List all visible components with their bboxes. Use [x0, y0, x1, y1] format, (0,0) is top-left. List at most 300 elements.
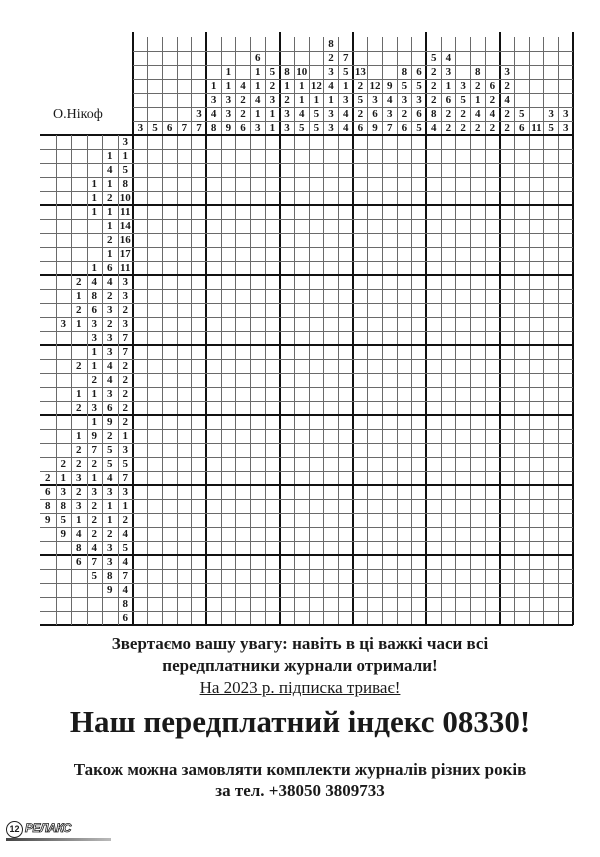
grid-cell[interactable]	[456, 163, 471, 177]
grid-cell[interactable]	[368, 583, 383, 597]
grid-cell[interactable]	[148, 415, 163, 429]
grid-cell[interactable]	[412, 275, 427, 289]
grid-cell[interactable]	[368, 233, 383, 247]
grid-cell[interactable]	[221, 233, 236, 247]
grid-cell[interactable]	[441, 597, 456, 611]
grid-cell[interactable]	[206, 219, 221, 233]
grid-cell[interactable]	[544, 443, 559, 457]
grid-cell[interactable]	[250, 205, 265, 219]
grid-cell[interactable]	[324, 471, 339, 485]
grid-cell[interactable]	[441, 513, 456, 527]
grid-cell[interactable]	[500, 177, 515, 191]
grid-cell[interactable]	[558, 373, 573, 387]
grid-cell[interactable]	[368, 289, 383, 303]
grid-cell[interactable]	[338, 219, 353, 233]
grid-cell[interactable]	[280, 597, 295, 611]
grid-cell[interactable]	[485, 289, 500, 303]
grid-cell[interactable]	[236, 443, 251, 457]
grid-cell[interactable]	[368, 331, 383, 345]
grid-cell[interactable]	[456, 303, 471, 317]
grid-cell[interactable]	[426, 149, 441, 163]
grid-cell[interactable]	[368, 555, 383, 569]
grid-cell[interactable]	[514, 401, 529, 415]
grid-cell[interactable]	[148, 177, 163, 191]
grid-cell[interactable]	[558, 471, 573, 485]
grid-cell[interactable]	[236, 471, 251, 485]
grid-cell[interactable]	[324, 373, 339, 387]
grid-cell[interactable]	[529, 317, 544, 331]
grid-cell[interactable]	[265, 205, 280, 219]
grid-cell[interactable]	[514, 163, 529, 177]
grid-cell[interactable]	[206, 177, 221, 191]
grid-cell[interactable]	[206, 135, 221, 149]
grid-cell[interactable]	[485, 177, 500, 191]
grid-cell[interactable]	[397, 583, 412, 597]
grid-cell[interactable]	[206, 611, 221, 625]
grid-cell[interactable]	[397, 499, 412, 513]
grid-cell[interactable]	[456, 135, 471, 149]
grid-cell[interactable]	[338, 261, 353, 275]
grid-cell[interactable]	[529, 233, 544, 247]
grid-cell[interactable]	[236, 401, 251, 415]
grid-cell[interactable]	[485, 219, 500, 233]
grid-cell[interactable]	[544, 359, 559, 373]
grid-cell[interactable]	[236, 163, 251, 177]
grid-cell[interactable]	[529, 583, 544, 597]
grid-cell[interactable]	[514, 135, 529, 149]
grid-cell[interactable]	[514, 373, 529, 387]
grid-cell[interactable]	[412, 443, 427, 457]
grid-cell[interactable]	[280, 359, 295, 373]
grid-cell[interactable]	[500, 359, 515, 373]
grid-cell[interactable]	[514, 597, 529, 611]
grid-cell[interactable]	[529, 541, 544, 555]
grid-cell[interactable]	[544, 429, 559, 443]
grid-cell[interactable]	[280, 527, 295, 541]
grid-cell[interactable]	[133, 499, 148, 513]
grid-cell[interactable]	[294, 401, 309, 415]
grid-cell[interactable]	[294, 261, 309, 275]
grid-cell[interactable]	[500, 499, 515, 513]
grid-cell[interactable]	[177, 527, 192, 541]
grid-cell[interactable]	[500, 205, 515, 219]
grid-cell[interactable]	[353, 191, 368, 205]
grid-cell[interactable]	[382, 233, 397, 247]
grid-cell[interactable]	[148, 499, 163, 513]
grid-cell[interactable]	[236, 247, 251, 261]
grid-cell[interactable]	[221, 387, 236, 401]
grid-cell[interactable]	[280, 205, 295, 219]
grid-cell[interactable]	[294, 513, 309, 527]
grid-cell[interactable]	[162, 569, 177, 583]
grid-cell[interactable]	[456, 569, 471, 583]
grid-cell[interactable]	[236, 541, 251, 555]
grid-cell[interactable]	[162, 443, 177, 457]
grid-cell[interactable]	[412, 247, 427, 261]
grid-cell[interactable]	[338, 401, 353, 415]
grid-cell[interactable]	[426, 597, 441, 611]
grid-cell[interactable]	[441, 303, 456, 317]
grid-cell[interactable]	[353, 611, 368, 625]
grid-cell[interactable]	[177, 471, 192, 485]
grid-cell[interactable]	[500, 583, 515, 597]
grid-cell[interactable]	[353, 457, 368, 471]
grid-cell[interactable]	[353, 275, 368, 289]
grid-cell[interactable]	[133, 387, 148, 401]
grid-cell[interactable]	[177, 177, 192, 191]
grid-cell[interactable]	[177, 555, 192, 569]
grid-cell[interactable]	[544, 401, 559, 415]
grid-cell[interactable]	[309, 205, 324, 219]
grid-cell[interactable]	[558, 499, 573, 513]
grid-cell[interactable]	[309, 401, 324, 415]
grid-cell[interactable]	[265, 135, 280, 149]
grid-cell[interactable]	[514, 415, 529, 429]
grid-cell[interactable]	[294, 345, 309, 359]
grid-cell[interactable]	[250, 303, 265, 317]
grid-cell[interactable]	[485, 611, 500, 625]
grid-cell[interactable]	[456, 387, 471, 401]
grid-cell[interactable]	[456, 527, 471, 541]
grid-cell[interactable]	[514, 359, 529, 373]
grid-cell[interactable]	[558, 135, 573, 149]
grid-cell[interactable]	[500, 443, 515, 457]
grid-cell[interactable]	[426, 485, 441, 499]
grid-cell[interactable]	[426, 527, 441, 541]
grid-cell[interactable]	[338, 499, 353, 513]
grid-cell[interactable]	[441, 401, 456, 415]
grid-cell[interactable]	[221, 583, 236, 597]
grid-cell[interactable]	[368, 569, 383, 583]
grid-cell[interactable]	[192, 247, 207, 261]
grid-cell[interactable]	[529, 359, 544, 373]
grid-cell[interactable]	[485, 233, 500, 247]
grid-cell[interactable]	[280, 219, 295, 233]
grid-cell[interactable]	[441, 387, 456, 401]
grid-cell[interactable]	[309, 583, 324, 597]
grid-cell[interactable]	[470, 289, 485, 303]
grid-cell[interactable]	[456, 583, 471, 597]
grid-cell[interactable]	[485, 499, 500, 513]
grid-cell[interactable]	[250, 569, 265, 583]
grid-cell[interactable]	[206, 457, 221, 471]
grid-cell[interactable]	[397, 275, 412, 289]
grid-cell[interactable]	[529, 569, 544, 583]
grid-cell[interactable]	[192, 289, 207, 303]
grid-cell[interactable]	[426, 177, 441, 191]
grid-cell[interactable]	[441, 261, 456, 275]
grid-cell[interactable]	[162, 135, 177, 149]
grid-cell[interactable]	[192, 485, 207, 499]
grid-cell[interactable]	[529, 611, 544, 625]
grid-cell[interactable]	[441, 611, 456, 625]
grid-cell[interactable]	[470, 387, 485, 401]
grid-cell[interactable]	[544, 191, 559, 205]
grid-cell[interactable]	[544, 149, 559, 163]
grid-cell[interactable]	[441, 233, 456, 247]
grid-cell[interactable]	[397, 597, 412, 611]
grid-cell[interactable]	[412, 149, 427, 163]
grid-cell[interactable]	[338, 513, 353, 527]
grid-cell[interactable]	[382, 387, 397, 401]
grid-cell[interactable]	[529, 205, 544, 219]
grid-cell[interactable]	[294, 443, 309, 457]
grid-cell[interactable]	[382, 303, 397, 317]
grid-cell[interactable]	[558, 303, 573, 317]
grid-cell[interactable]	[192, 527, 207, 541]
grid-cell[interactable]	[470, 597, 485, 611]
grid-cell[interactable]	[206, 485, 221, 499]
grid-cell[interactable]	[309, 261, 324, 275]
grid-cell[interactable]	[206, 415, 221, 429]
grid-cell[interactable]	[309, 149, 324, 163]
grid-cell[interactable]	[280, 191, 295, 205]
grid-cell[interactable]	[324, 135, 339, 149]
grid-cell[interactable]	[133, 275, 148, 289]
grid-cell[interactable]	[309, 359, 324, 373]
grid-cell[interactable]	[397, 163, 412, 177]
grid-cell[interactable]	[309, 177, 324, 191]
grid-cell[interactable]	[338, 177, 353, 191]
grid-cell[interactable]	[426, 163, 441, 177]
grid-cell[interactable]	[309, 527, 324, 541]
grid-cell[interactable]	[133, 555, 148, 569]
grid-cell[interactable]	[382, 513, 397, 527]
grid-cell[interactable]	[280, 541, 295, 555]
grid-cell[interactable]	[148, 191, 163, 205]
grid-cell[interactable]	[397, 555, 412, 569]
grid-cell[interactable]	[412, 429, 427, 443]
grid-cell[interactable]	[441, 443, 456, 457]
grid-cell[interactable]	[221, 499, 236, 513]
grid-cell[interactable]	[514, 303, 529, 317]
grid-cell[interactable]	[221, 303, 236, 317]
grid-cell[interactable]	[177, 233, 192, 247]
grid-cell[interactable]	[558, 415, 573, 429]
grid-cell[interactable]	[206, 429, 221, 443]
grid-cell[interactable]	[353, 163, 368, 177]
grid-cell[interactable]	[529, 261, 544, 275]
grid-cell[interactable]	[324, 513, 339, 527]
grid-cell[interactable]	[236, 205, 251, 219]
grid-cell[interactable]	[206, 541, 221, 555]
grid-cell[interactable]	[177, 373, 192, 387]
grid-cell[interactable]	[148, 443, 163, 457]
grid-cell[interactable]	[133, 317, 148, 331]
grid-cell[interactable]	[177, 443, 192, 457]
grid-cell[interactable]	[382, 163, 397, 177]
grid-cell[interactable]	[133, 247, 148, 261]
grid-cell[interactable]	[470, 415, 485, 429]
grid-cell[interactable]	[148, 135, 163, 149]
grid-cell[interactable]	[514, 499, 529, 513]
grid-cell[interactable]	[514, 149, 529, 163]
grid-cell[interactable]	[514, 275, 529, 289]
grid-cell[interactable]	[148, 527, 163, 541]
grid-cell[interactable]	[368, 345, 383, 359]
grid-cell[interactable]	[558, 541, 573, 555]
grid-cell[interactable]	[412, 485, 427, 499]
grid-cell[interactable]	[500, 513, 515, 527]
grid-cell[interactable]	[250, 163, 265, 177]
grid-cell[interactable]	[353, 513, 368, 527]
grid-cell[interactable]	[529, 247, 544, 261]
grid-cell[interactable]	[221, 457, 236, 471]
grid-cell[interactable]	[206, 401, 221, 415]
grid-cell[interactable]	[456, 457, 471, 471]
grid-cell[interactable]	[236, 569, 251, 583]
grid-cell[interactable]	[265, 163, 280, 177]
grid-cell[interactable]	[558, 485, 573, 499]
grid-cell[interactable]	[456, 499, 471, 513]
grid-cell[interactable]	[558, 569, 573, 583]
grid-cell[interactable]	[558, 219, 573, 233]
grid-cell[interactable]	[353, 289, 368, 303]
grid-cell[interactable]	[544, 331, 559, 345]
grid-cell[interactable]	[177, 583, 192, 597]
grid-cell[interactable]	[236, 513, 251, 527]
grid-cell[interactable]	[192, 555, 207, 569]
grid-cell[interactable]	[353, 233, 368, 247]
grid-cell[interactable]	[412, 219, 427, 233]
grid-cell[interactable]	[192, 163, 207, 177]
grid-cell[interactable]	[338, 191, 353, 205]
grid-cell[interactable]	[485, 513, 500, 527]
grid-cell[interactable]	[426, 499, 441, 513]
grid-cell[interactable]	[485, 205, 500, 219]
grid-cell[interactable]	[426, 443, 441, 457]
grid-cell[interactable]	[338, 583, 353, 597]
grid-cell[interactable]	[265, 583, 280, 597]
grid-cell[interactable]	[456, 597, 471, 611]
grid-cell[interactable]	[544, 457, 559, 471]
grid-cell[interactable]	[500, 373, 515, 387]
grid-cell[interactable]	[148, 457, 163, 471]
grid-cell[interactable]	[529, 429, 544, 443]
grid-cell[interactable]	[294, 555, 309, 569]
grid-cell[interactable]	[397, 135, 412, 149]
grid-cell[interactable]	[382, 331, 397, 345]
grid-cell[interactable]	[441, 499, 456, 513]
grid-cell[interactable]	[309, 373, 324, 387]
grid-cell[interactable]	[280, 513, 295, 527]
grid-cell[interactable]	[324, 443, 339, 457]
grid-cell[interactable]	[368, 261, 383, 275]
grid-cell[interactable]	[485, 597, 500, 611]
grid-cell[interactable]	[470, 499, 485, 513]
grid-cell[interactable]	[558, 583, 573, 597]
grid-cell[interactable]	[397, 289, 412, 303]
grid-cell[interactable]	[412, 401, 427, 415]
grid-cell[interactable]	[294, 191, 309, 205]
grid-cell[interactable]	[353, 135, 368, 149]
grid-cell[interactable]	[265, 261, 280, 275]
grid-cell[interactable]	[426, 611, 441, 625]
grid-cell[interactable]	[558, 205, 573, 219]
grid-cell[interactable]	[324, 331, 339, 345]
grid-cell[interactable]	[529, 149, 544, 163]
grid-cell[interactable]	[470, 373, 485, 387]
grid-cell[interactable]	[250, 191, 265, 205]
grid-cell[interactable]	[529, 303, 544, 317]
grid-cell[interactable]	[441, 527, 456, 541]
grid-cell[interactable]	[426, 331, 441, 345]
grid-cell[interactable]	[221, 345, 236, 359]
grid-cell[interactable]	[500, 415, 515, 429]
grid-cell[interactable]	[338, 317, 353, 331]
grid-cell[interactable]	[236, 261, 251, 275]
grid-cell[interactable]	[382, 359, 397, 373]
grid-cell[interactable]	[397, 261, 412, 275]
grid-cell[interactable]	[485, 457, 500, 471]
grid-cell[interactable]	[500, 485, 515, 499]
grid-cell[interactable]	[456, 555, 471, 569]
grid-cell[interactable]	[177, 275, 192, 289]
grid-cell[interactable]	[397, 331, 412, 345]
grid-cell[interactable]	[338, 135, 353, 149]
grid-cell[interactable]	[338, 387, 353, 401]
grid-cell[interactable]	[280, 569, 295, 583]
grid-cell[interactable]	[324, 177, 339, 191]
grid-cell[interactable]	[382, 345, 397, 359]
grid-cell[interactable]	[485, 583, 500, 597]
grid-cell[interactable]	[250, 401, 265, 415]
grid-cell[interactable]	[294, 163, 309, 177]
grid-cell[interactable]	[221, 331, 236, 345]
grid-cell[interactable]	[309, 513, 324, 527]
grid-cell[interactable]	[368, 149, 383, 163]
grid-cell[interactable]	[162, 387, 177, 401]
grid-cell[interactable]	[426, 289, 441, 303]
grid-cell[interactable]	[500, 401, 515, 415]
grid-cell[interactable]	[221, 443, 236, 457]
grid-cell[interactable]	[456, 415, 471, 429]
grid-cell[interactable]	[338, 471, 353, 485]
grid-cell[interactable]	[265, 247, 280, 261]
grid-cell[interactable]	[236, 191, 251, 205]
grid-cell[interactable]	[456, 205, 471, 219]
grid-cell[interactable]	[544, 555, 559, 569]
grid-cell[interactable]	[265, 345, 280, 359]
grid-cell[interactable]	[294, 149, 309, 163]
grid-cell[interactable]	[441, 275, 456, 289]
grid-cell[interactable]	[514, 191, 529, 205]
grid-cell[interactable]	[558, 233, 573, 247]
grid-cell[interactable]	[338, 569, 353, 583]
grid-cell[interactable]	[544, 261, 559, 275]
grid-cell[interactable]	[192, 317, 207, 331]
grid-cell[interactable]	[368, 457, 383, 471]
grid-cell[interactable]	[192, 597, 207, 611]
grid-cell[interactable]	[485, 541, 500, 555]
grid-cell[interactable]	[544, 387, 559, 401]
grid-cell[interactable]	[192, 373, 207, 387]
grid-cell[interactable]	[265, 331, 280, 345]
grid-cell[interactable]	[397, 513, 412, 527]
grid-cell[interactable]	[177, 261, 192, 275]
grid-cell[interactable]	[426, 233, 441, 247]
grid-cell[interactable]	[558, 289, 573, 303]
grid-cell[interactable]	[236, 135, 251, 149]
grid-cell[interactable]	[353, 471, 368, 485]
grid-cell[interactable]	[412, 261, 427, 275]
grid-cell[interactable]	[456, 401, 471, 415]
grid-cell[interactable]	[221, 555, 236, 569]
grid-cell[interactable]	[382, 415, 397, 429]
grid-cell[interactable]	[353, 583, 368, 597]
grid-cell[interactable]	[148, 401, 163, 415]
grid-cell[interactable]	[280, 387, 295, 401]
